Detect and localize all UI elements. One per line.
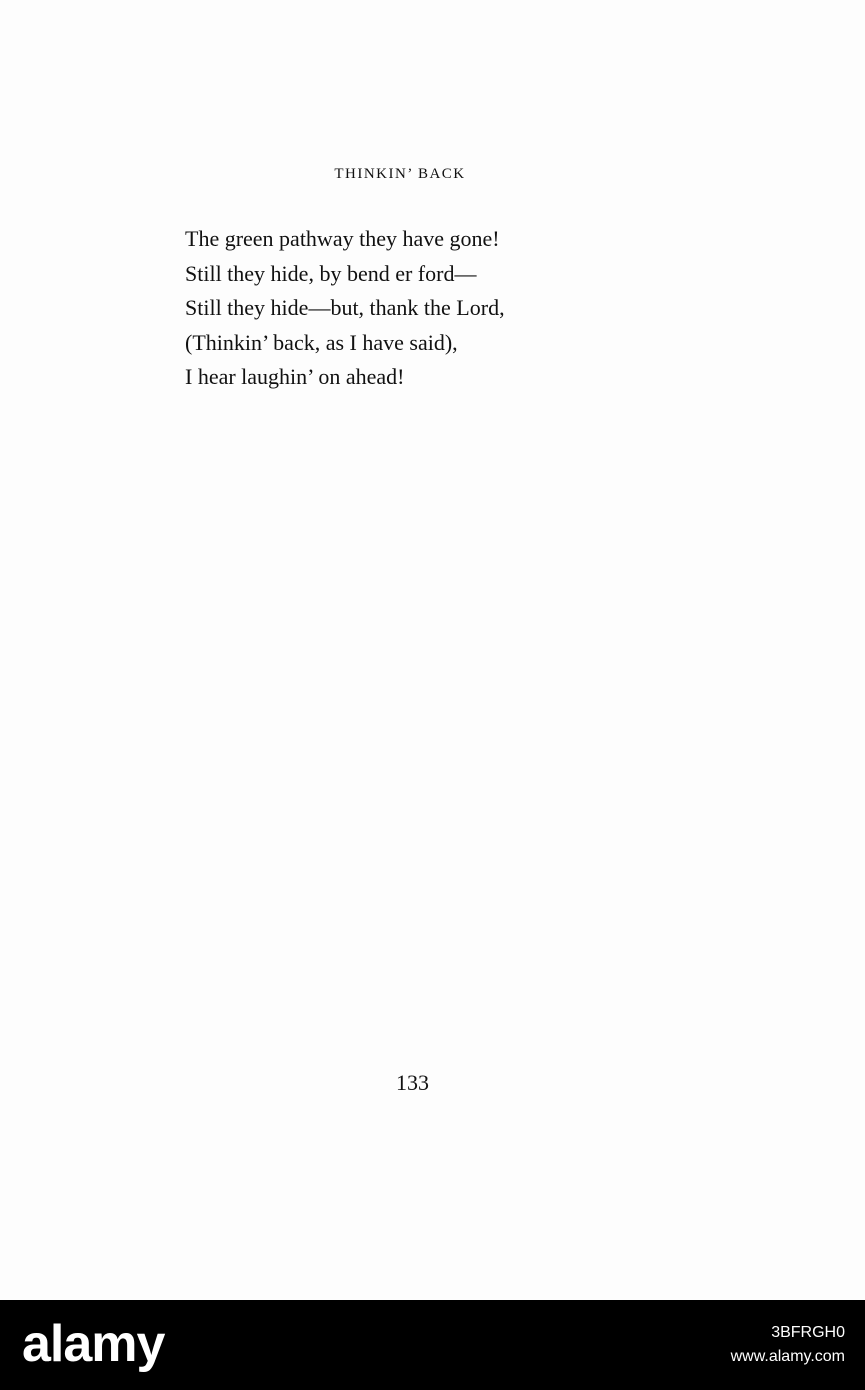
alamy-logo: alamy <box>22 1315 165 1373</box>
running-head <box>0 166 800 183</box>
image-id: 3BFRGH0 <box>771 1324 845 1341</box>
verse-line: Still they hide—but, thank the Lord, <box>185 295 505 320</box>
verse-line: Still they hide, by bend er ford— <box>185 260 477 286</box>
verse-line: I hear laughin’ on ahead! <box>185 364 405 389</box>
verse-line: (Thinkin’ back, as I have said), <box>185 329 458 355</box>
poem-stanza <box>185 222 705 395</box>
verse-line: The green pathway they have gone! <box>185 226 500 251</box>
running-head-text: THINKIN’ BACK <box>334 166 466 182</box>
watermark-bar <box>0 1300 865 1390</box>
watermark-url: www.alamy.com <box>730 1348 845 1365</box>
page-number: 133 <box>396 1070 429 1095</box>
